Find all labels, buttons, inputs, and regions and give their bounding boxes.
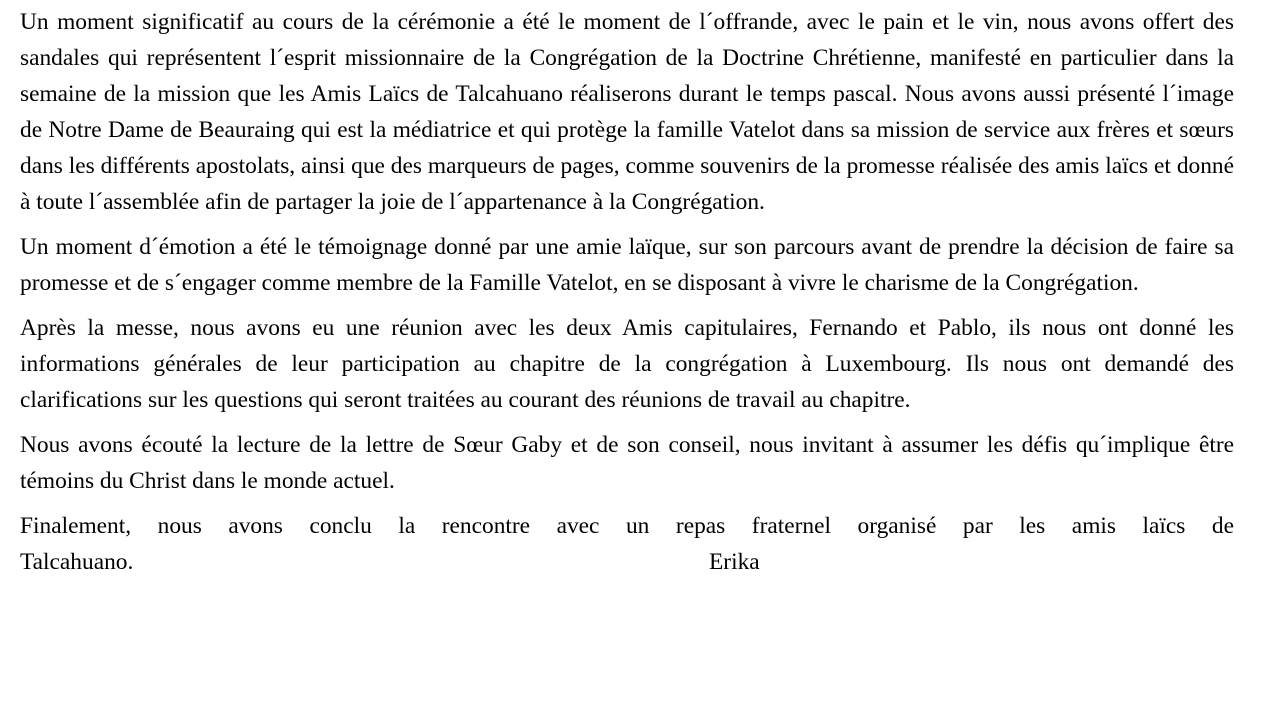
paragraph-testimony: Un moment d´émotion a été le témoignage donné par une amie laïque, sur son parcours avant de prendre la décision de faire sa promesse et de s´engager comme membre de la Famille Vatelot, en se disposant à vivre le charisme de la Congrégation. bbox=[20, 234, 1234, 296]
paragraph-offering: Un moment significatif au cours de la cérémonie a été le moment de l´offrande, avec le pain et le vin, nous avons offert des sandales qui représentent l´esprit missionnaire de la Congrégation de la Doctrine Chrétienne, manifesté en particulier dans la semaine de la mission que les Amis Laïcs de Talcahuano réaliserons durant le temps pascal. Nous avons aussi présenté l´image de Notre Dame de Beauraing qui est la médiatrice et qui protège la famille Vatelot dans sa mission de service aux frères et sœurs dans les différents apostolats, ainsi que des marqueurs de pages, comme souvenirs de la promesse réalisée des amis laïcs et donné à toute l´assemblée afin de partager la joie de l´appartenance à la Congrégation. bbox=[20, 9, 1234, 215]
paragraph-letter: Nous avons écouté la lecture de la lettre de Sœur Gaby et de son conseil, nous invitant à assumer les défis qu´implique être témoins du Christ dans le monde actuel. bbox=[20, 432, 1234, 494]
final-paragraph-closing bbox=[20, 544, 1234, 580]
signature: Erika bbox=[709, 549, 760, 575]
paragraph-final bbox=[20, 508, 1234, 580]
final-paragraph-text: Finalement, nous avons conclu la rencontre avec un repas fraternel organisé par les amis laïcs de bbox=[20, 513, 1234, 539]
paragraph-meeting: Après la messe, nous avons eu une réunion avec les deux Amis capitulaires, Fernando et Pablo, ils nous ont donné les informations générales de leur participation au chapitre de la congrégation à Luxembourg. Ils nous ont demandé des clarifications sur les questions qui seront traitées au courant des réunions de travail au chapitre. bbox=[20, 315, 1234, 413]
document-body bbox=[20, 4, 1234, 580]
final-paragraph-place: Talcahuano. bbox=[20, 549, 134, 575]
